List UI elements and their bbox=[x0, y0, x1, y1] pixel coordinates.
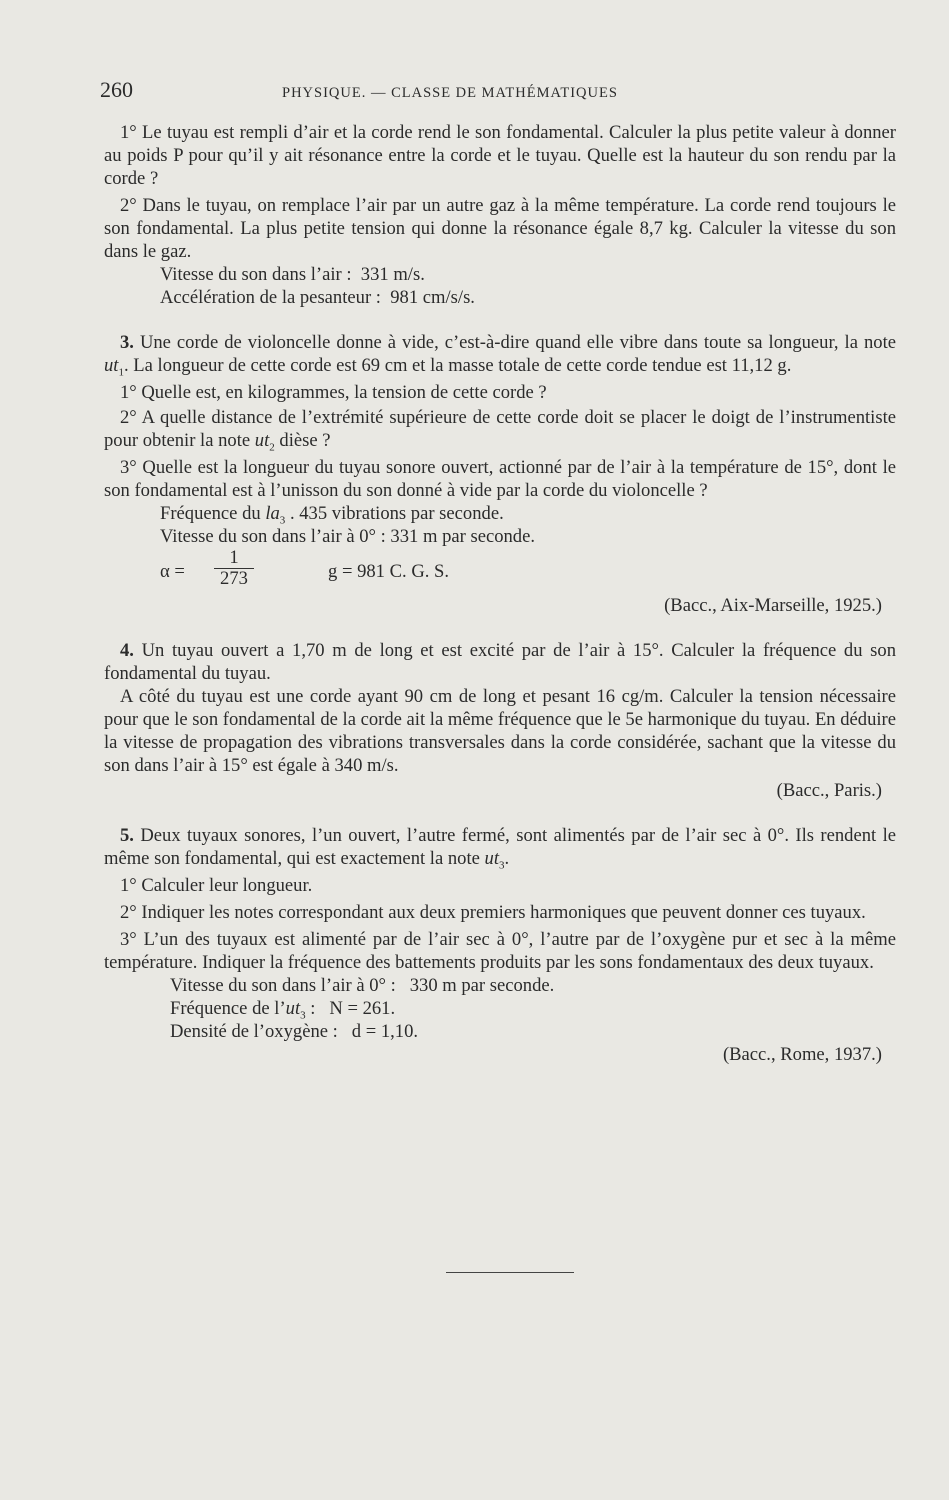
problem-3-data bbox=[104, 502, 896, 548]
note-name: ut bbox=[104, 355, 119, 376]
running-head: PHYSIQUE. — CLASSE DE MATHÉMATIQUES bbox=[282, 85, 618, 101]
problem-5-data-line bbox=[170, 997, 896, 1020]
problem-5-data-line: Densité de l’oxygène : d = 1,10. bbox=[170, 1021, 419, 1042]
problem-5-number: 5. bbox=[120, 825, 134, 846]
page-number: 260 bbox=[100, 77, 133, 102]
note-name: ut bbox=[254, 430, 270, 451]
problem-5-source: (Bacc., Rome, 1937.) bbox=[722, 1044, 882, 1065]
problem-2-data-line: Vitesse du son dans l’air : 331 m/s. bbox=[160, 264, 425, 285]
problem-4-text-2: A côté du tuyau est une corde ayant 90 cm de long et pesant 16 cg/m. Calculer la tension nécessaire pour que le son fondamental de la corde ait la même fréquence que le 5e harmonique du tuyau. En déduire la vitesse de propagation des vibrations transversales dans la corde considérée, sachant que la vitesse du son dans l’air à 15° est égale à 340 m/s. bbox=[104, 686, 896, 776]
problem-5-question-2: 2° Indiquer les notes correspondant aux deux premiers harmoniques que peuvent donner ces tuyaux. bbox=[120, 902, 866, 923]
note-name: la bbox=[265, 503, 280, 524]
note-name: ut bbox=[484, 848, 499, 869]
fraction-denominator: 273 bbox=[214, 568, 254, 589]
note-octave: 1 bbox=[118, 366, 124, 379]
problem-4-number: 4. bbox=[120, 640, 134, 661]
section-divider bbox=[446, 1272, 574, 1273]
note-octave: 3 bbox=[279, 514, 286, 527]
page-content bbox=[104, 121, 896, 1066]
note-name: ut bbox=[285, 998, 301, 1019]
problem-5-intro bbox=[104, 824, 896, 870]
problem-3-intro bbox=[104, 331, 896, 377]
problem-5-data-line: Vitesse du son dans l’air à 0° : 330 m par seconde. bbox=[170, 975, 555, 996]
problem-3-question-1: 1° Quelle est, en kilogrammes, la tension de cette corde ? bbox=[120, 382, 547, 403]
problem-3-intro-text: Une corde de violoncelle donne à vide, c’est-à-dire quand elle vibre dans toute sa longueur, la note bbox=[133, 332, 896, 353]
problem-3-question-3: 3° Quelle est la longueur du tuyau sonore ouvert, actionné par de l’air à la température de 15°, dont le son fondamental est à l’unisson du son donné à vide par la corde du violoncelle ? bbox=[104, 457, 896, 501]
problem-5-data bbox=[104, 974, 896, 1043]
problem-4-text-body: Un tuyau ouvert a 1,70 m de long et est excité par de l’air à 15°. Calculer la fréquence du son fondamental du tuyau. bbox=[104, 640, 896, 684]
data-value: . 435 vibrations par seconde. bbox=[285, 503, 504, 524]
problem-3-question-2-text: dièse ? bbox=[274, 430, 331, 451]
problem-3-data-line bbox=[160, 502, 896, 525]
problem-3-number: 3. bbox=[120, 332, 134, 353]
problem-5-question-1: 1° Calculer leur longueur. bbox=[120, 875, 313, 896]
problem-5-intro-end: . bbox=[504, 848, 510, 869]
note-octave: 3 bbox=[300, 1009, 306, 1022]
problem-2-data-line: Accélération de la pesanteur : 981 cm/s/s. bbox=[160, 287, 475, 308]
data-value: : N = 261. bbox=[305, 998, 396, 1019]
fraction-numerator: 1 bbox=[229, 547, 239, 568]
page-header bbox=[100, 78, 880, 108]
problem-3-question-2 bbox=[104, 406, 896, 452]
problem-3-question-2-text: 2° A quelle distance de l’extrémité supérieure de cette corde doit se placer le doigt de l’instrumentiste pour obtenir la note bbox=[104, 407, 896, 451]
problem-2-question-2: 2° Dans le tuyau, on remplace l’air par un autre gaz à la même température. La corde rend toujours le son fondamental. La plus petite tension qui donne la résonance égale 8,7 kg. Calculer la vitesse du son dans le gaz. bbox=[104, 195, 896, 262]
problem-2-question-1: 1° Le tuyau est rempli d’air et la corde rend le son fondamental. Calculer la plus petite valeur à donner au poids P pour qu’il y ait résonance entre la corde et le tuyau. Quelle est la hauteur du son rendu par la corde ? bbox=[104, 122, 896, 189]
problem-5-question-3: 3° L’un des tuyaux est alimenté par de l’air sec à 0°, l’autre par de l’oxygène pur et sec à la même température. Indiquer la fréquence des battements produits par les sons fondamentaux des deux tuyaux. bbox=[104, 929, 896, 973]
alpha-symbol: α = bbox=[160, 561, 185, 582]
gravity-constant: g = 981 C. G. S. bbox=[328, 561, 450, 582]
problem-2-data bbox=[104, 263, 896, 309]
problem-5-intro-text: Deux tuyaux sonores, l’un ouvert, l’autre fermé, sont alimentés par de l’air sec à 0°. Ils rendent le même son fondamental, qui est exactement la note bbox=[104, 825, 896, 869]
constants-formula bbox=[160, 548, 896, 594]
data-label: Fréquence de l’ bbox=[170, 998, 286, 1019]
problem-3-source: (Bacc., Aix-Marseille, 1925.) bbox=[664, 595, 882, 616]
problem-4-source: (Bacc., Paris.) bbox=[776, 780, 882, 801]
note-octave: 2 bbox=[269, 441, 275, 454]
problem-3-data-line: Vitesse du son dans l’air à 0° : 331 m par seconde. bbox=[160, 526, 536, 547]
fraction bbox=[214, 548, 254, 589]
problem-3-intro-text: . La longueur de cette corde est 69 cm et la masse totale de cette corde tendue est 11,12 g. bbox=[123, 355, 792, 376]
problem-4-text bbox=[104, 639, 896, 685]
note-octave: 3 bbox=[499, 859, 505, 872]
data-label: Fréquence du bbox=[160, 503, 266, 524]
